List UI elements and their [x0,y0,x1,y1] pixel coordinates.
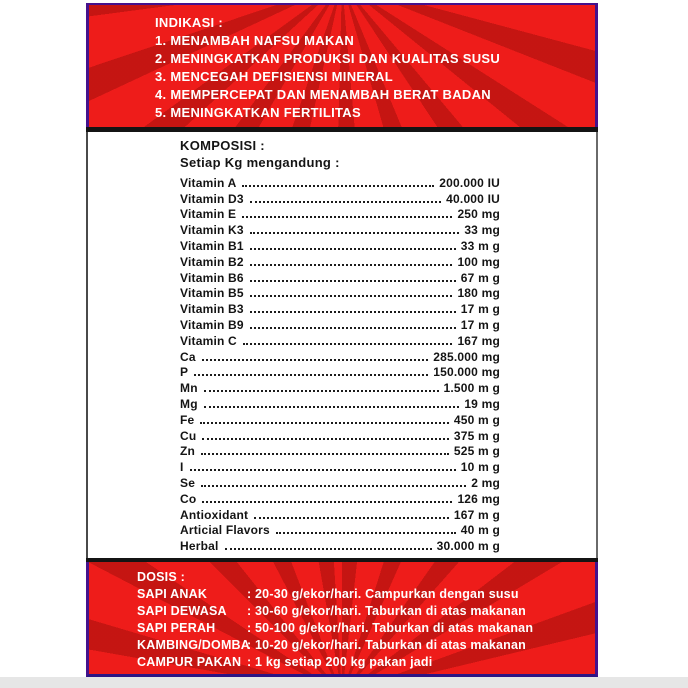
dot-leader [190,469,456,471]
ingredient-amount: 30.000 m g [436,539,500,554]
ingredient-amount: 180 mg [457,286,500,301]
ingredient-amount: 33 mg [464,223,500,238]
composition-row [180,190,500,206]
ingredient-amount: 19 mg [464,396,500,411]
ingredient-name: Cu [180,428,197,443]
dosage-list [137,586,589,671]
dot-leader [250,295,453,297]
supplement-label [86,3,598,677]
indications-title: INDIKASI : [155,15,223,30]
ingredient-amount: 150.000 mg [433,365,500,380]
composition-row [180,522,500,538]
composition-row [180,237,500,253]
dot-leader [250,264,453,266]
composition-row [180,474,500,490]
dot-leader [200,422,449,424]
composition-row [180,285,500,301]
indication-item: 5. MENINGKATKAN FERTILITAS [155,105,361,120]
dot-leader [254,517,449,519]
composition-row [180,411,500,427]
ingredient-name: I [180,460,184,475]
composition-row [180,537,500,553]
dosage-section [86,562,598,677]
ingredient-name: Vitamin B3 [180,302,244,317]
indications-section [86,3,598,127]
dosage-row [137,603,589,620]
ingredient-name: Mn [180,381,198,396]
indication-item: 4. MEMPERCEPAT DAN MENAMBAH BERAT BADAN [155,87,491,102]
dosage-title: DOSIS : [137,570,185,584]
ingredient-amount: 40.000 IU [446,191,500,206]
composition-row [180,458,500,474]
dot-leader [250,232,460,234]
dot-leader [201,485,466,487]
photo-edge-strip [0,677,688,688]
indication-item: 3. MENCEGAH DEFISIENSI MINERAL [155,69,393,84]
ingredient-name: Vitamin B9 [180,317,244,332]
composition-row [180,221,500,237]
composition-row [180,269,500,285]
dosage-row [137,654,589,671]
composition-row [180,348,500,364]
ingredient-amount: 167 mg [457,333,500,348]
dot-leader [201,453,449,455]
dot-leader [243,343,453,345]
dot-leader [194,374,428,376]
ingredient-name: Zn [180,444,196,459]
dosage-row [137,637,589,654]
ingredient-name: Vitamin B5 [180,286,244,301]
ingredient-name: Vitamin A [180,175,237,190]
dosage-instruction: : 50-100 g/ekor/hari. Taburkan di atas makanan [247,621,534,635]
ingredient-name: Vitamin K3 [180,223,244,238]
composition-row [180,174,500,190]
dosage-instruction: : 30-60 g/ekor/hari. Taburkan di atas makanan [247,604,527,618]
ingredient-name: Vitamin B6 [180,270,244,285]
ingredient-name: Vitamin C [180,333,237,348]
dot-leader [202,359,429,361]
ingredient-amount: 250 mg [457,207,500,222]
ingredient-name: Se [180,475,196,490]
ingredient-amount: 10 m g [460,460,500,475]
ingredient-name: Vitamin D3 [180,191,244,206]
composition-row [180,316,500,332]
ingredient-amount: 285.000 mg [433,349,500,364]
dot-leader [202,438,449,440]
ingredient-amount: 450 m g [453,412,500,427]
composition-row [180,506,500,522]
ingredient-amount: 1.500 m g [443,381,500,396]
dosage-animal: SAPI PERAH [137,621,216,635]
dosage-row [137,586,589,603]
composition-section [86,132,598,558]
composition-row [180,364,500,380]
composition-row [180,427,500,443]
ingredient-name: Ca [180,349,196,364]
dosage-animal: KAMBING/DOMBA [137,638,251,652]
dosage-instruction: : 1 kg setiap 200 kg pakan jadi [247,655,433,669]
ingredient-amount: 525 m g [453,444,500,459]
indication-item: 1. MENAMBAH NAFSU MAKAN [155,33,355,48]
dot-leader [276,532,456,534]
ingredient-name: Herbal [180,539,219,554]
dot-leader [202,501,452,503]
dot-leader [242,216,452,218]
composition-title: KOMPOSISI : [180,138,265,153]
ingredient-amount: 17 m g [460,302,500,317]
indications-list [155,32,587,122]
dot-leader [250,280,456,282]
composition-row [180,332,500,348]
composition-list [180,174,500,553]
dot-leader [242,185,434,187]
composition-row [180,300,500,316]
ingredient-name: P [180,365,189,380]
composition-row [180,206,500,222]
composition-subtitle: Setiap Kg mengandung : [180,155,340,170]
ingredient-amount: 67 m g [460,270,500,285]
dot-leader [225,548,432,550]
dosage-animal: CAMPUR PAKAN [137,655,242,669]
composition-row [180,379,500,395]
ingredient-name: Vitamin B1 [180,238,244,253]
ingredient-name: Articial Flavors [180,523,270,538]
ingredient-amount: 100 mg [457,254,500,269]
ingredient-amount: 40 m g [460,523,500,538]
ingredient-name: Mg [180,396,198,411]
composition-row [180,395,500,411]
dot-leader [250,327,456,329]
ingredient-amount: 200.000 IU [439,175,500,190]
ingredient-amount: 2 mg [471,475,500,490]
composition-row [180,253,500,269]
dosage-instruction: : 10-20 g/ekor/hari. Taburkan di atas makanan [247,638,527,652]
dosage-animal: SAPI DEWASA [137,604,227,618]
dot-leader [250,248,456,250]
dot-leader [250,201,441,203]
ingredient-name: Vitamin E [180,207,237,222]
composition-row [180,490,500,506]
ingredient-amount: 375 m g [453,428,500,443]
ingredient-amount: 17 m g [460,317,500,332]
ingredient-name: Antioxidant [180,507,249,522]
ingredient-amount: 33 m g [460,238,500,253]
ingredient-amount: 126 mg [457,491,500,506]
ingredient-name: Fe [180,412,195,427]
dosage-row [137,620,589,637]
dot-leader [250,311,456,313]
ingredient-amount: 167 m g [453,507,500,522]
ingredient-name: Vitamin B2 [180,254,244,269]
dot-leader [204,406,460,408]
dosage-animal: SAPI ANAK [137,587,208,601]
dot-leader [204,390,439,392]
ingredient-name: Co [180,491,197,506]
indication-item: 2. MENINGKATKAN PRODUKSI DAN KUALITAS SUSU [155,51,501,66]
composition-row [180,443,500,459]
dosage-instruction: : 20-30 g/ekor/hari. Campurkan dengan susu [247,587,519,601]
